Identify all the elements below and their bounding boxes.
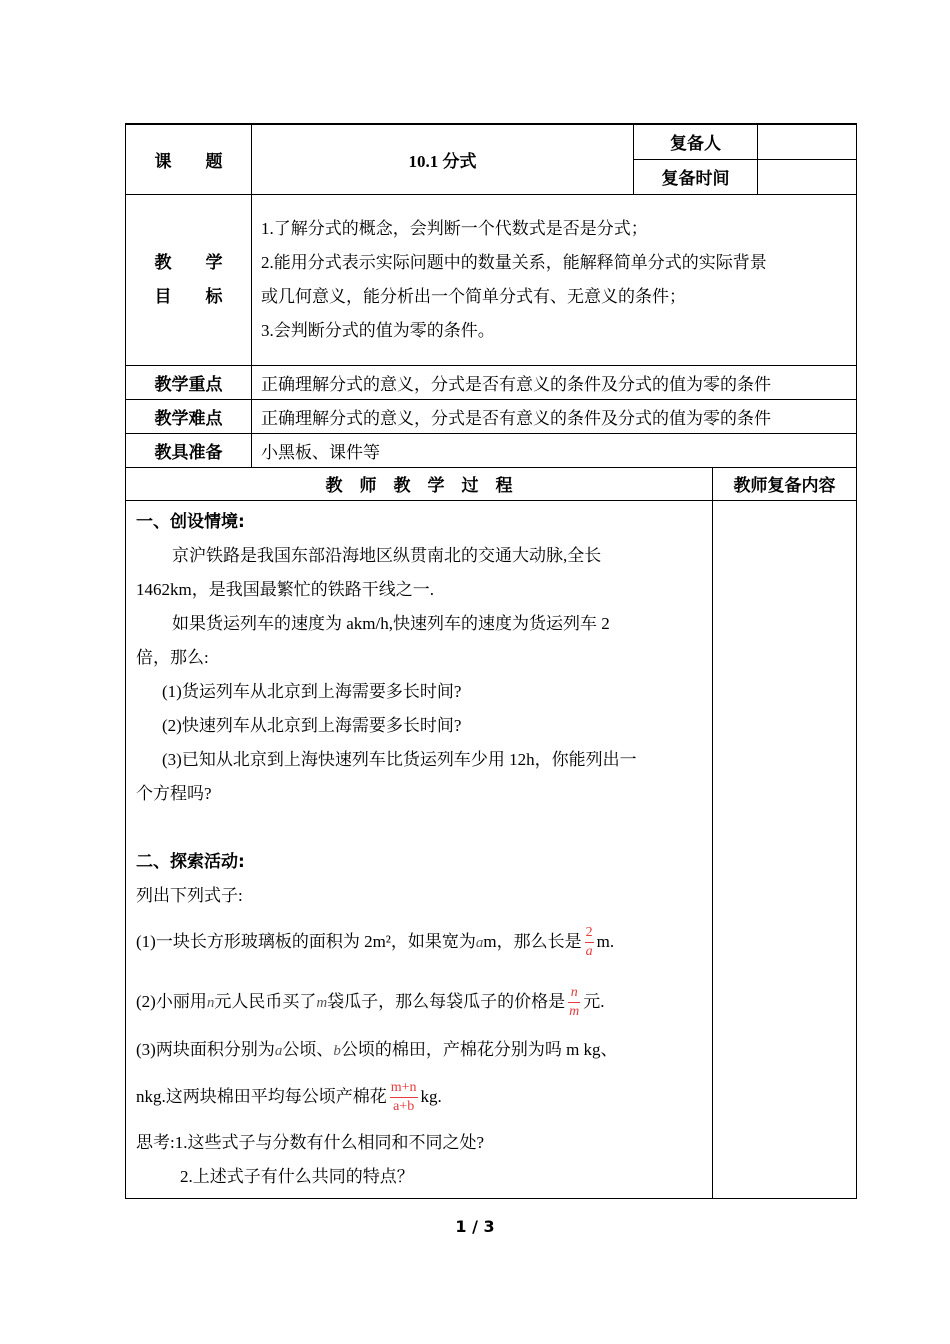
blank-line xyxy=(136,811,704,845)
lesson-plan-table xyxy=(125,123,857,1199)
var-a: a xyxy=(475,934,484,951)
difficulties-value: 正确理解分式的意义，分式是否有意义的条件及分式的值为零的条件 xyxy=(252,399,857,433)
materials-value: 小黑板、课件等 xyxy=(252,433,857,467)
section1-heading: 一、创设情境: xyxy=(136,511,245,532)
difficulties-label: 教学难点 xyxy=(126,399,252,433)
review-header: 教师复备内容 xyxy=(713,467,857,500)
question-1: (1)货运列车从北京到上海需要多长时间? xyxy=(162,681,462,701)
fraction-mn-over-ab: $\frac{m+n}{a+b}$ xyxy=(390,1080,417,1115)
review-content xyxy=(713,500,857,1198)
var-b: b xyxy=(333,1042,341,1059)
page-number: 1 / 3 xyxy=(455,1217,495,1236)
think-1: 思考:1.这些式子与分数有什么相同和不同之处? xyxy=(136,1132,485,1152)
goal-item-1: 1.了解分式的概念，会判断一个代数式是否是分式； xyxy=(261,218,648,238)
materials-row xyxy=(126,433,857,467)
header-row-1 xyxy=(126,124,857,159)
section1-p1b: 1462km，是我国最繁忙的铁路干线之一. xyxy=(136,579,434,599)
section1-p1a: 京沪铁路是我国东部沿海地区纵贯南北的交通大动脉,全长 xyxy=(172,545,602,565)
var-n: n xyxy=(206,994,215,1011)
fraction-n-over-m: $\frac{n}{m}$ xyxy=(569,985,580,1020)
think-2: 2.上述式子有什么共同的特点？ xyxy=(180,1166,414,1186)
review-time-label: 复备时间 xyxy=(634,159,758,194)
materials-label: 教具准备 xyxy=(126,433,252,467)
goals-row xyxy=(126,194,857,365)
goals-label-line2: 目 标 xyxy=(154,286,223,307)
goals-content xyxy=(252,194,857,365)
question-3a: (3)已知从北京到上海快速列车比货运列车少用 12h，你能列出一 xyxy=(162,749,637,769)
goal-item-2: 2.能用分式表示实际问题中的数量关系，能解释简单分式的实际背景 xyxy=(261,252,767,272)
example-3-text: (3)两块面积分别为 xyxy=(136,1039,275,1059)
section1-p2b: 倍，那么: xyxy=(136,647,209,667)
goal-item-3: 3.会判断分式的值为零的条件。 xyxy=(261,320,495,340)
var-a2: a xyxy=(274,1042,283,1059)
topic-label: 课 题 xyxy=(126,124,252,194)
reviewer-label: 复备人 xyxy=(634,124,758,159)
example-3a: (3)两块面积分别为a公顷、b公顷的棉田，产棉花分别为吗 m kg、 xyxy=(136,1039,618,1059)
goals-label-line1: 教 学 xyxy=(154,252,223,273)
fraction-2-over-a: $\frac{2}{a}$ xyxy=(585,925,593,960)
goals-label xyxy=(126,194,252,365)
process-row xyxy=(126,500,857,1198)
example-1 xyxy=(136,913,704,972)
reviewer-value xyxy=(758,124,857,159)
key-points-label: 教学重点 xyxy=(126,365,252,399)
var-m: m xyxy=(316,994,328,1011)
section1-p2a: 如果货运列车的速度为 akm/h,快速列车的速度为货运列车 2 xyxy=(172,613,610,633)
key-points-row xyxy=(126,365,857,399)
process-content xyxy=(126,500,713,1198)
example-3b: nkg.这两块棉田平均每公顷产棉花 $\frac{m+n}{a+b}$ kg. xyxy=(136,1080,442,1115)
section2-intro: 列出下列式子: xyxy=(136,885,243,905)
review-time-value xyxy=(758,159,857,194)
goal-item-2b: 或几何意义，能分析出一个简单分式有、无意义的条件； xyxy=(261,286,686,306)
process-header: 教 师 教 学 过 程 xyxy=(126,467,713,500)
example-2-text: (2)小丽用 xyxy=(136,991,207,1011)
process-header-row xyxy=(126,467,857,500)
example-1-text: (1)一块长方形玻璃板的面积为 2m²，如果宽为 xyxy=(136,931,476,951)
key-points-value: 正确理解分式的意义，分式是否有意义的条件及分式的值为零的条件 xyxy=(252,365,857,399)
example-1-post: m. xyxy=(596,931,615,951)
section2-heading: 二、探索活动: xyxy=(136,851,245,872)
question-3b: 个方程吗? xyxy=(136,783,212,803)
difficulties-row xyxy=(126,399,857,433)
lesson-title: 10.1 分式 xyxy=(252,124,634,194)
example-2: (2)小丽用n元人民币买了m袋瓜子，那么每袋瓜子的价格是 $\frac{n}{m}$ 元. xyxy=(136,985,605,1020)
example-1-mid: m，那么长是 xyxy=(483,931,582,951)
question-2: (2)快速列车从北京到上海需要多长时间? xyxy=(162,715,462,735)
